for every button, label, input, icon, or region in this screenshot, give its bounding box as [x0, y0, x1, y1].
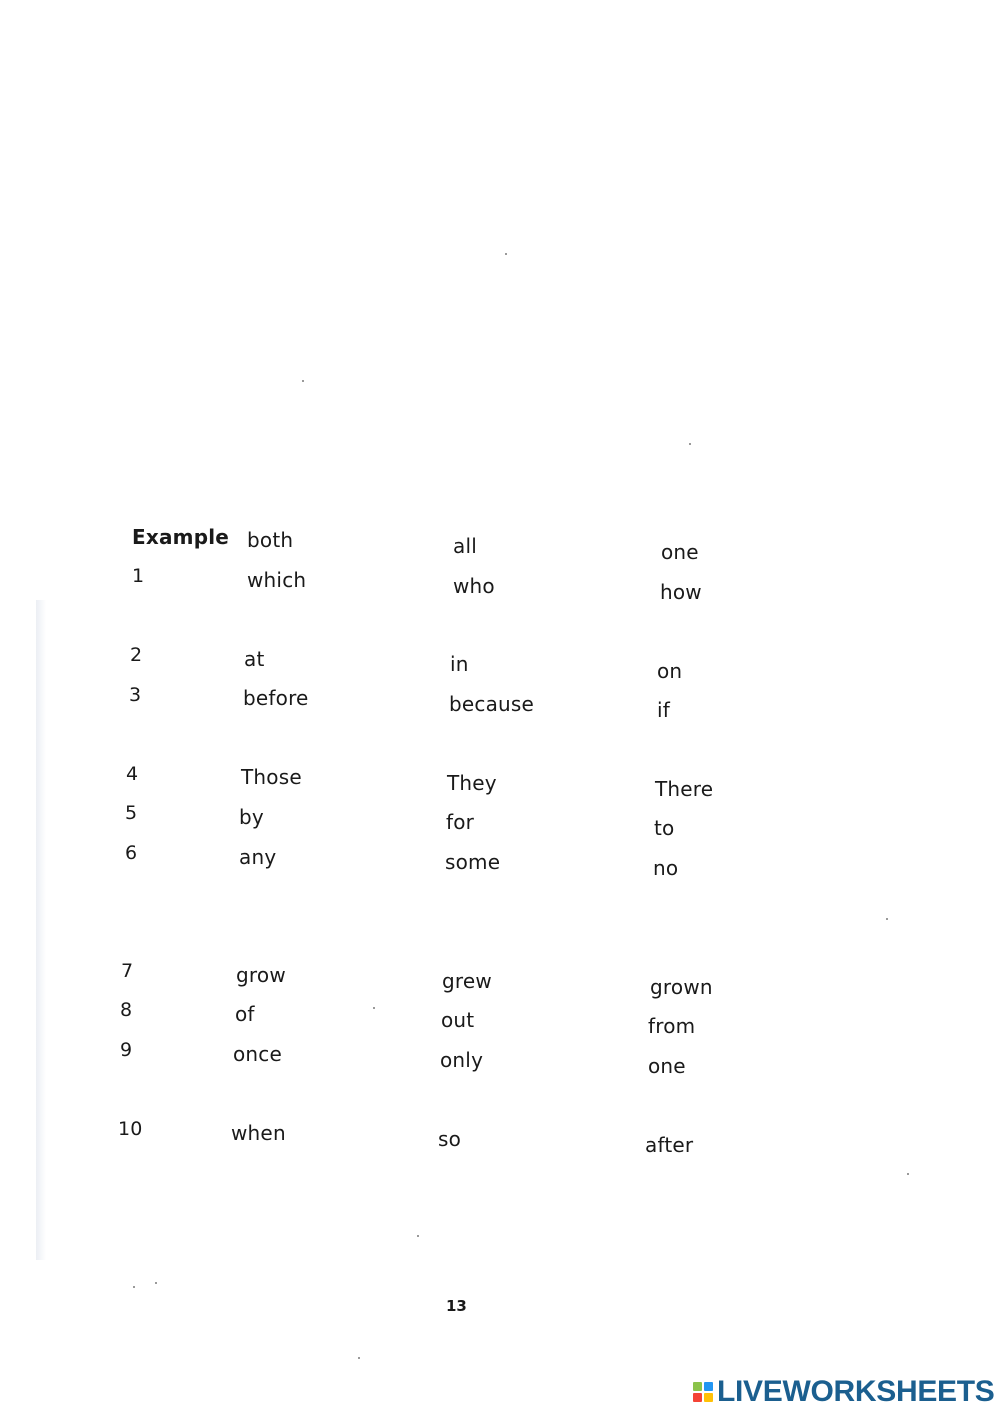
word-1-col3: how [660, 580, 702, 604]
scan-speck [505, 253, 507, 255]
word-8-col2: out [441, 1008, 475, 1032]
logo-square-green [693, 1382, 702, 1391]
word-10-col1: when [231, 1121, 286, 1145]
row-number-1: 1 [132, 565, 145, 587]
liveworksheets-brand[interactable] [693, 1375, 995, 1409]
scan-speck [907, 1173, 909, 1175]
word-8-col3: from [648, 1014, 696, 1038]
word-2-col2: in [450, 652, 469, 676]
word-3-col3: if [657, 698, 670, 722]
scan-speck [373, 1007, 375, 1009]
word-4-col1: Those [241, 765, 302, 789]
row-number-6: 6 [125, 842, 138, 864]
row-number-9: 9 [120, 1039, 133, 1061]
word-2-col3: on [657, 659, 683, 683]
word-7-col2: grew [442, 969, 492, 993]
scan-speck [358, 1357, 360, 1359]
word-7-col1: grow [236, 963, 286, 987]
row-number-4: 4 [126, 763, 139, 785]
word-5-col3: to [654, 816, 675, 840]
word-5-col1: by [239, 805, 264, 829]
word-10-col3: after [645, 1133, 694, 1157]
row-number-5: 5 [125, 802, 138, 824]
word-6-col2: some [445, 850, 501, 874]
word-example-col1: both [247, 528, 294, 552]
word-3-col1: before [243, 686, 309, 710]
row-number-2: 2 [130, 644, 143, 666]
row-number-10: 10 [118, 1118, 143, 1140]
scan-edge-shadow [36, 600, 46, 1260]
logo-square-yellow [704, 1393, 713, 1402]
scan-speck [302, 380, 304, 382]
word-10-col2: so [438, 1127, 462, 1151]
row-label-example: Example [132, 525, 230, 549]
word-example-col2: all [453, 534, 477, 558]
word-4-col2: They [447, 771, 497, 795]
word-8-col1: of [235, 1002, 255, 1026]
word-3-col2: because [449, 692, 535, 716]
word-9-col3: one [648, 1054, 686, 1078]
row-number-8: 8 [120, 999, 133, 1021]
page-number: 13 [446, 1297, 467, 1315]
brand-text: LIVEWORKSHEETS [717, 1375, 995, 1408]
word-6-col1: any [239, 845, 277, 869]
word-6-col3: no [653, 856, 679, 880]
logo-square-blue [704, 1382, 713, 1391]
word-example-col3: one [661, 540, 699, 564]
word-2-col1: at [244, 647, 265, 671]
logo-square-red [693, 1393, 702, 1402]
word-7-col3: grown [650, 975, 713, 999]
word-9-col2: only [440, 1048, 484, 1072]
scan-speck [133, 1286, 135, 1288]
row-number-3: 3 [129, 684, 142, 706]
scan-speck [417, 1235, 419, 1237]
row-number-7: 7 [121, 960, 134, 982]
word-5-col2: for [446, 810, 475, 834]
word-4-col3: There [655, 777, 714, 801]
scan-speck [886, 918, 888, 920]
word-1-col2: who [453, 574, 495, 598]
word-9-col1: once [233, 1042, 283, 1066]
liveworksheets-logo-icon [693, 1382, 713, 1402]
scan-speck [689, 443, 691, 445]
word-1-col1: which [247, 568, 307, 592]
scan-speck [155, 1282, 157, 1284]
